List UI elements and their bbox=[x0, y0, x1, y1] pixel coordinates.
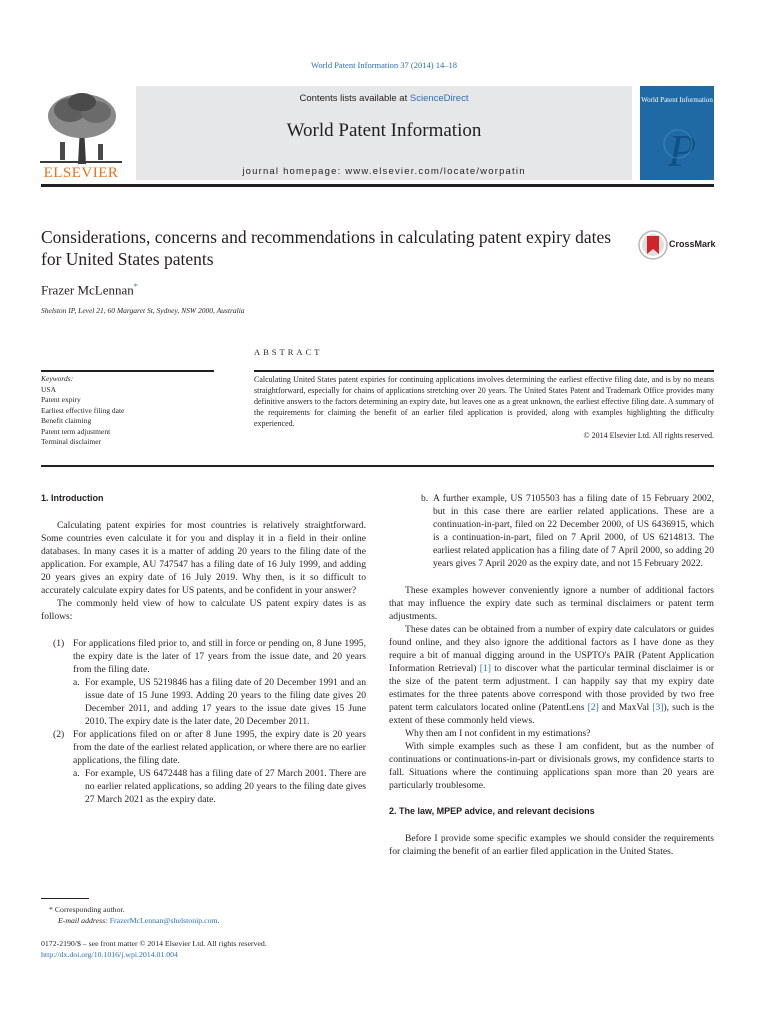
abstract-copyright: © 2014 Elsevier Ltd. All rights reserved. bbox=[583, 431, 714, 440]
list-item-text: For applications filed on or after 8 June 1995, the expiry date is 20 years from the date of the earliest related application, or where there are no earlier applications, the filing date. bbox=[73, 729, 366, 766]
section-heading-introduction: 1. Introduction bbox=[41, 493, 104, 503]
footnote-punctuation: . bbox=[217, 916, 220, 925]
body-paragraph: These examples however conveniently ignore a number of additional factors that may influence the expiry date such as terminal disclaimers or patent term adjustments. bbox=[389, 585, 714, 622]
paragraph-text: These dates can be obtained from a number of expiry date calculators or guides found online, and they also ignore the additional factors as I have done as they require a bit of manual digging around in the USPTO's PAIR (Patent Application Information Retrieval) bbox=[389, 624, 714, 674]
body-paragraph: Why then am I not confident in my estimations? bbox=[405, 728, 591, 739]
crossmark-icon bbox=[638, 230, 668, 260]
author-email-link[interactable]: FrazerMcLennan@shelstonip.com bbox=[109, 916, 218, 925]
email-label: E-mail address: bbox=[58, 916, 110, 925]
keyword-item: Terminal disclaimer bbox=[41, 437, 102, 446]
section-heading-law: 2. The law, MPEP advice, and relevant decisions bbox=[389, 806, 595, 816]
corresponding-author-footnote bbox=[41, 904, 220, 926]
crossmark-badge[interactable] bbox=[638, 230, 718, 260]
elsevier-tree-icon bbox=[40, 86, 122, 164]
footnote-text: Corresponding author. bbox=[54, 905, 125, 914]
body-paragraph-references bbox=[389, 623, 714, 727]
list-number: (1) bbox=[53, 638, 65, 649]
list-item-2a bbox=[41, 767, 366, 806]
author-affiliation: Shelston IP, Level 21, 60 Margaret St, Sydney, NSW 2000, Australia bbox=[41, 306, 245, 315]
reference-link-2[interactable]: [2] bbox=[587, 702, 599, 713]
paragraph-text: to discover what the particular terminal disclaimer is or the size of the patent term adjustment. I can happily say that my expiry date estimates for the three patents above correspond with those provided by two free patent term calculators located online (PatentLens bbox=[389, 663, 714, 713]
right-column bbox=[389, 492, 714, 858]
abstract-body bbox=[254, 370, 714, 441]
sciencedirect-link[interactable]: ScienceDirect bbox=[409, 93, 469, 104]
list-letter: a. bbox=[73, 768, 80, 779]
doi-link[interactable]: http://dx.doi.org/10.1016/j.wpi.2014.01.004 bbox=[41, 950, 178, 959]
journal-cover-thumbnail[interactable] bbox=[640, 86, 714, 180]
paragraph-text: and MaxVal bbox=[598, 702, 653, 713]
abstract-heading: ABSTRACT bbox=[254, 347, 323, 357]
corresponding-author-mark[interactable]: * bbox=[133, 282, 138, 291]
keyword-item: Earliest effective filing date bbox=[41, 405, 125, 415]
reference-link-1[interactable]: [1] bbox=[479, 663, 491, 674]
journal-homepage[interactable]: journal homepage: www.elsevier.com/locate/worpatin bbox=[242, 166, 526, 177]
body-paragraph: Before I provide some specific examples we should consider the requirements for claiming the benefit of an earlier filed application in the United States. bbox=[389, 833, 714, 857]
cover-title: World Patent Information bbox=[641, 96, 713, 104]
list-number: (2) bbox=[53, 729, 65, 740]
author-line bbox=[41, 282, 138, 298]
list-item-1 bbox=[41, 637, 366, 676]
reference-link-3[interactable]: [3] bbox=[652, 702, 664, 713]
front-matter-info bbox=[41, 938, 267, 960]
list-item-text: For example, US 5219846 has a filing date of 20 December 1991 and an issue date of 15 June 1993. Adding 20 years to the filing date gives 20 December 2011, and adding 17 years to the issue date gives 15 June 2010. The expiry date is the later date, 20 December 2011. bbox=[85, 677, 366, 727]
abstract-text: Calculating United States patent expiries for continuing applications involves determining the earliest effective filing date, and is by no means straightforward, especially for chains of applications stretching over 20 years. The United States Patent and Trademark Office provides many definitive answers to the factors determining an expiry date, but leaves one as a great unknown, the earliest effective filing date. A summary of the requirements for claiming the benefit of an earlier filed application is provided, along with examples highlighting the difficulty experienced. bbox=[254, 375, 714, 428]
cover-artwork bbox=[640, 86, 714, 180]
keyword-item: Patent expiry bbox=[41, 395, 81, 404]
list-item-text: A further example, US 7105503 has a filing date of 15 February 2002, but in this case there are earlier related applications. These are a continuation-in-part, filed on 22 December 2000, of US 6436915, which is a continuation-in-part, filed on 7 April 2000, of US 6214813. The earliest related application has a filing date of 7 April 2000, so adding 20 years gives 7 April 2020 as the expiry date, and not 15 February 2022. bbox=[433, 493, 714, 569]
keywords-heading: Keywords: bbox=[41, 374, 74, 383]
list-item-2b bbox=[389, 492, 714, 570]
publisher-wordmark: ELSEVIER bbox=[43, 165, 119, 181]
contents-available-line bbox=[136, 93, 632, 104]
list-item-2 bbox=[41, 728, 366, 767]
body-paragraph: With simple examples such as these I am confident, but as the number of continuations or continuations-in-part or divisionals grows, my confidence starts to fall. Situations where the continuing applications span more than 20 years are particularly troublesome. bbox=[389, 741, 714, 791]
paragraph-text: ), such is the extent of these commonly held views. bbox=[389, 702, 715, 726]
issn-line: 0172-2190/$ – see front matter © 2014 Elsevier Ltd. All rights reserved. bbox=[41, 939, 267, 948]
list-letter: a. bbox=[73, 677, 80, 688]
abstract-bottom-rule bbox=[41, 465, 714, 467]
list-item-text: For applications filed prior to, and still in force or pending on, 8 June 1995, the expiry date is the later of 17 years from the issue date, and 20 years from the filing date. bbox=[73, 638, 366, 675]
list-item-text: For example, US 6472448 has a filing date of 27 March 2001. There are no earlier related applications, so adding 20 years to the filing date gives 27 March 2021 as the expiry date. bbox=[85, 768, 366, 805]
journal-citation[interactable]: World Patent Information 37 (2014) 14–18 bbox=[311, 60, 457, 70]
footnote-mark: * bbox=[49, 905, 53, 914]
keyword-item: Patent term adjustment bbox=[41, 426, 111, 436]
elsevier-logo[interactable] bbox=[40, 86, 122, 182]
crossmark-label: CrossMark bbox=[669, 239, 716, 249]
journal-title: World Patent Information bbox=[286, 120, 482, 141]
header-rule bbox=[41, 184, 714, 187]
footnote-rule bbox=[41, 898, 89, 899]
keyword-item: USA bbox=[41, 384, 57, 394]
author-name: Frazer McLennan bbox=[41, 282, 134, 298]
list-letter: b. bbox=[421, 493, 429, 504]
keywords-block bbox=[41, 370, 214, 448]
left-column bbox=[41, 492, 366, 806]
intro-paragraph-1: Calculating patent expiries for most countries is relatively straightforward. Some countries even calculate it for you and display it in a field in their online databases. In many cases it is a matter of adding 20 years to the filing date of the application. For example, AU 747547 has a filing date of 16 July 1999, and adding 20 years gives an expiry date of 16 July 2019. Why then, is it so difficult to accurately calculate expiry dates for US patents, and be confident in your answer? bbox=[41, 520, 366, 596]
contents-prefix: Contents lists available at bbox=[299, 93, 410, 104]
intro-paragraph-2: The commonly held view of how to calculate US patent expiry dates is as follows: bbox=[41, 598, 366, 622]
list-item-1a bbox=[41, 676, 366, 728]
article-title: Considerations, concerns and recommendations in calculating patent expiry dates for United States patents bbox=[41, 227, 612, 269]
svg-text:P: P bbox=[668, 125, 697, 176]
keyword-item: Benefit claiming bbox=[41, 416, 92, 425]
